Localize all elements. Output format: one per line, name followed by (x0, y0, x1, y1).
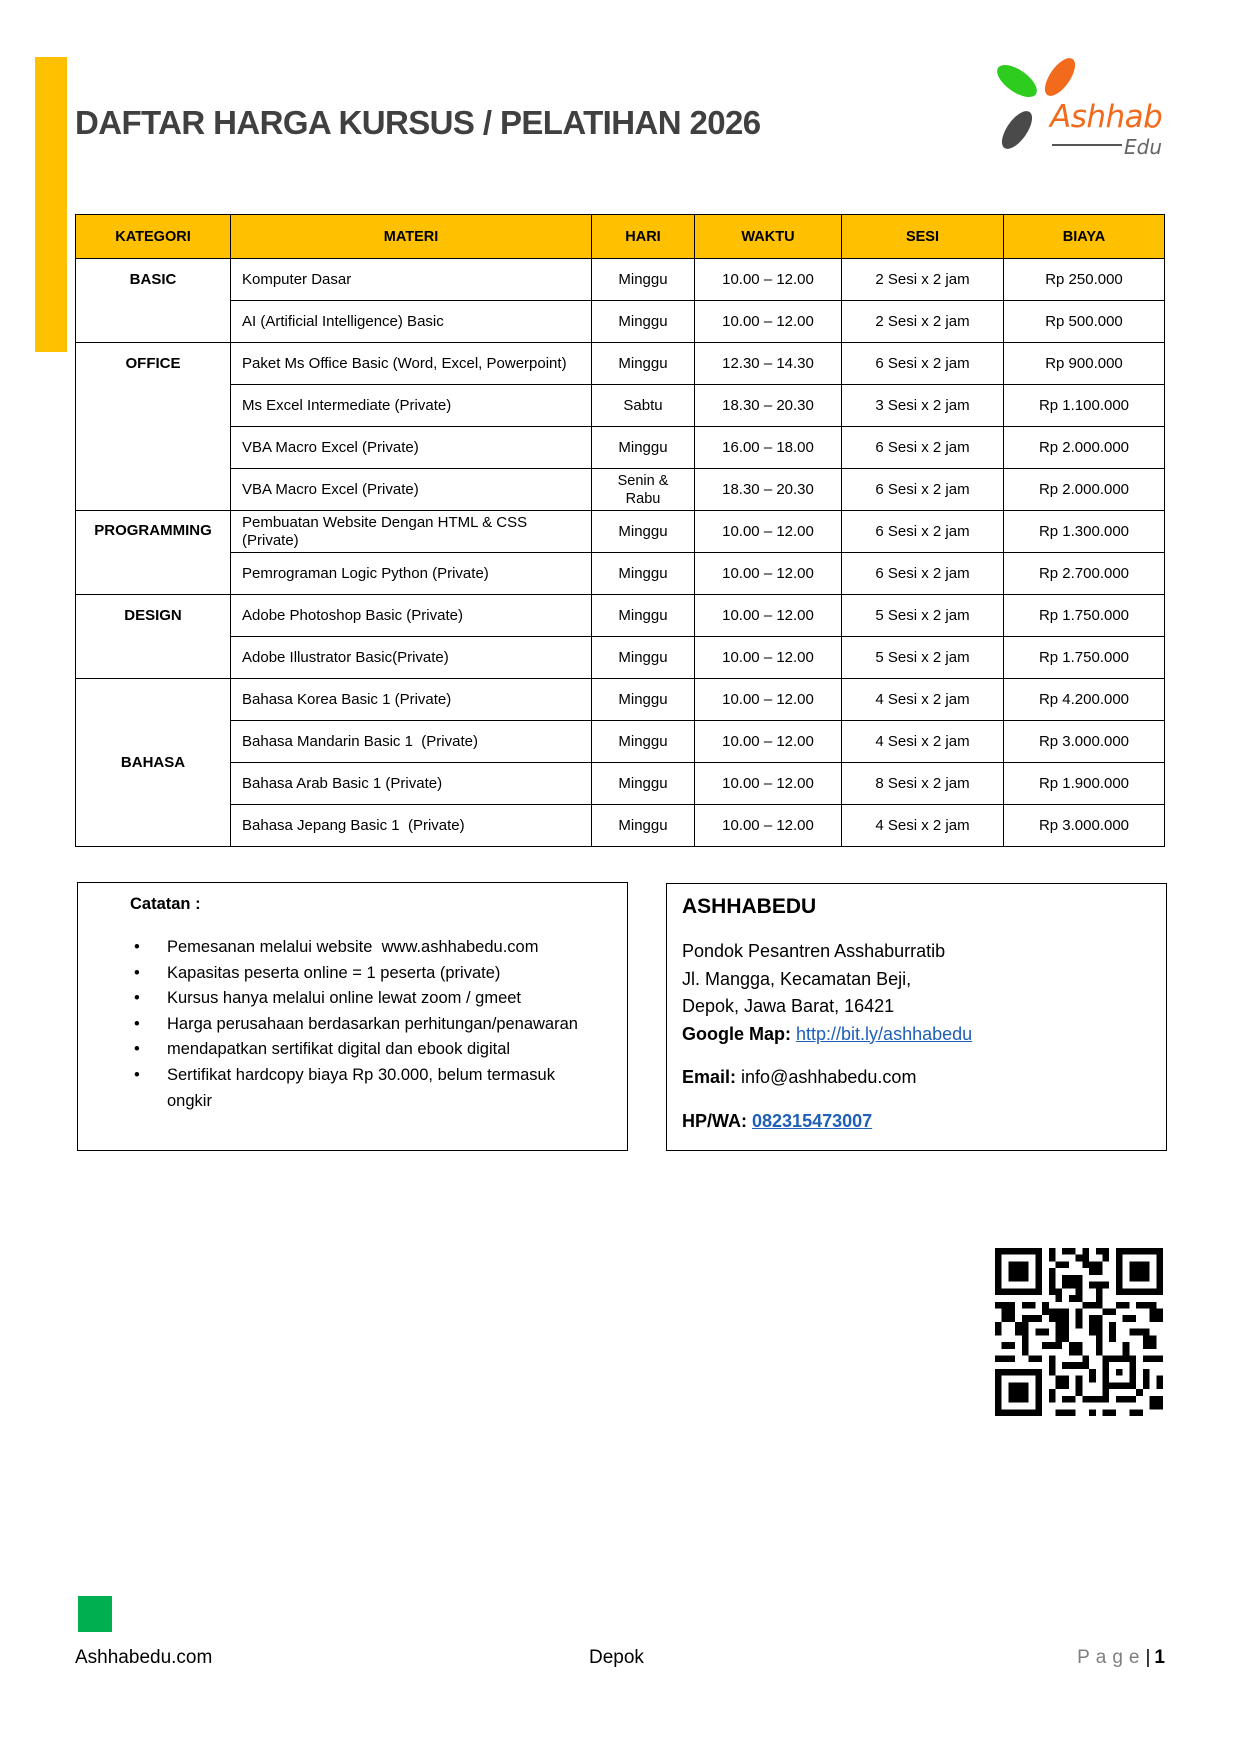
hari-cell: Minggu (592, 763, 695, 805)
column-header-kategori: KATEGORI (76, 215, 231, 259)
note-text: Harga perusahaan berdasarkan perhitungan/penawaran (167, 1014, 578, 1033)
biaya-cell: Rp 2.000.000 (1004, 469, 1165, 511)
hari-cell: Minggu (592, 427, 695, 469)
note-item (130, 961, 610, 987)
note-item (130, 1037, 610, 1063)
footer-page (1077, 1647, 1165, 1669)
waktu-cell: 10.00 – 12.00 (695, 679, 842, 721)
waktu-cell: 18.30 – 20.30 (695, 385, 842, 427)
category-bahasa: BAHASA (76, 679, 231, 847)
sesi-cell: 5 Sesi x 2 jam (842, 637, 1004, 679)
note-item (130, 935, 610, 961)
category-office: OFFICE (76, 343, 231, 511)
waktu-cell: 18.30 – 20.30 (695, 469, 842, 511)
email-label: Email: (682, 1067, 737, 1087)
table-row (76, 637, 1165, 679)
qr-code-icon (995, 1248, 1163, 1416)
materi-cell: Adobe Illustrator Basic(Private) (231, 637, 592, 679)
table-row (76, 595, 1165, 637)
bullet-icon: • (134, 963, 140, 982)
materi-cell: Ms Excel Intermediate (Private) (231, 385, 592, 427)
biaya-cell: Rp 3.000.000 (1004, 805, 1165, 847)
page-number: 1 (1154, 1647, 1165, 1668)
hari-cell: Minggu (592, 595, 695, 637)
sesi-cell: 2 Sesi x 2 jam (842, 301, 1004, 343)
column-header-waktu: WAKTU (695, 215, 842, 259)
biaya-cell: Rp 1.100.000 (1004, 385, 1165, 427)
biaya-cell: Rp 1.750.000 (1004, 595, 1165, 637)
google-map-label: Google Map: (682, 1023, 791, 1044)
note-text: Kapasitas peserta online = 1 peserta (private) (167, 963, 501, 982)
qr-code-graphic (995, 1248, 1163, 1416)
materi-cell: Bahasa Arab Basic 1 (Private) (231, 763, 592, 805)
materi-cell: Komputer Dasar (231, 259, 592, 301)
table-header-row (76, 215, 1165, 259)
contact-box (666, 883, 1167, 1151)
table-row (76, 679, 1165, 721)
sesi-cell: 6 Sesi x 2 jam (842, 511, 1004, 553)
materi-text: Pembuatan Website Dengan HTML & CSS (Private) (242, 513, 528, 549)
waktu-cell: 10.00 – 12.00 (695, 511, 842, 553)
hari-cell: Minggu (592, 259, 695, 301)
materi-cell: Adobe Photoshop Basic (Private) (231, 595, 592, 637)
hari-cell: Minggu (592, 301, 695, 343)
notes-title: Catatan : (130, 895, 201, 913)
notes-box (77, 882, 628, 1151)
waktu-cell: 10.00 – 12.00 (695, 259, 842, 301)
google-map-line (682, 1021, 1152, 1049)
hari-cell: Minggu (592, 511, 695, 553)
bullet-icon: • (134, 938, 140, 956)
note-text: mendapatkan sertifikat digital dan ebook digital (167, 1040, 511, 1059)
category-basic: BASIC (76, 259, 231, 343)
google-map-link[interactable]: http://bit.ly/ashhabedu (796, 1023, 973, 1044)
hari-cell (592, 469, 695, 511)
page-separator: | (1145, 1647, 1151, 1668)
page-label: Page (1077, 1647, 1146, 1668)
phone-line (682, 1108, 1152, 1136)
table-row (76, 259, 1165, 301)
materi-cell: Bahasa Jepang Basic 1 (Private) (231, 805, 592, 847)
table-row (76, 553, 1165, 595)
bullet-icon: • (134, 989, 140, 1008)
materi-cell (231, 511, 592, 553)
waktu-cell: 10.00 – 12.00 (695, 553, 842, 595)
hari-cell: Minggu (592, 553, 695, 595)
sesi-cell: 8 Sesi x 2 jam (842, 763, 1004, 805)
hari-cell: Minggu (592, 637, 695, 679)
waktu-cell: 10.00 – 12.00 (695, 595, 842, 637)
biaya-cell: Rp 2.700.000 (1004, 553, 1165, 595)
hari-cell: Sabtu (592, 385, 695, 427)
sesi-cell: 6 Sesi x 2 jam (842, 427, 1004, 469)
hari-cell: Minggu (592, 721, 695, 763)
waktu-cell: 10.00 – 12.00 (695, 763, 842, 805)
email-line (682, 1064, 1152, 1092)
email-value: info@ashhabedu.com (741, 1067, 917, 1087)
table-row (76, 763, 1165, 805)
category-programming: PROGRAMMING (76, 511, 231, 595)
sesi-cell: 4 Sesi x 2 jam (842, 721, 1004, 763)
bullet-icon: • (134, 1065, 140, 1084)
hari-text: Senin & Rabu (617, 472, 669, 507)
sesi-cell: 2 Sesi x 2 jam (842, 259, 1004, 301)
category-design: DESIGN (76, 595, 231, 679)
biaya-cell: Rp 3.000.000 (1004, 721, 1165, 763)
page-title: DAFTAR HARGA KURSUS / PELATIHAN 2026 (75, 104, 761, 141)
footer-city: Depok (589, 1647, 644, 1668)
waktu-cell: 10.00 – 12.00 (695, 637, 842, 679)
note-text: Kursus hanya melalui online lewat zoom / gmeet (167, 989, 522, 1008)
biaya-cell: Rp 4.200.000 (1004, 679, 1165, 721)
ashhab-edu-logo (990, 55, 1190, 175)
note-text: Pemesanan melalui website www.ashhabedu.com (167, 938, 539, 956)
materi-cell: VBA Macro Excel (Private) (231, 427, 592, 469)
table-row (76, 343, 1165, 385)
phone-link[interactable]: 082315473007 (752, 1110, 873, 1131)
waktu-cell: 16.00 – 18.00 (695, 427, 842, 469)
waktu-cell: 10.00 – 12.00 (695, 721, 842, 763)
biaya-cell: Rp 1.900.000 (1004, 763, 1165, 805)
hari-cell: Minggu (592, 805, 695, 847)
table-row (76, 469, 1165, 511)
note-item (130, 986, 610, 1012)
accent-bar (35, 57, 67, 352)
logo-subtitle: Edu (1124, 135, 1163, 159)
materi-cell: Paket Ms Office Basic (Word, Excel, Powerpoint) (231, 343, 592, 385)
sesi-cell: 4 Sesi x 2 jam (842, 805, 1004, 847)
logo-wordmark: Ashhab (1050, 99, 1163, 135)
address-line-2: Jl. Mangga, Kecamatan Beji, (682, 968, 912, 989)
column-header-materi: MATERI (231, 215, 592, 259)
waktu-cell: 10.00 – 12.00 (695, 805, 842, 847)
biaya-cell: Rp 2.000.000 (1004, 427, 1165, 469)
materi-cell: VBA Macro Excel (Private) (231, 469, 592, 511)
materi-cell: Bahasa Mandarin Basic 1 (Private) (231, 721, 592, 763)
organization-name: ASHHABEDU (682, 895, 817, 918)
materi-cell: AI (Artificial Intelligence) Basic (231, 301, 592, 343)
column-header-biaya: BIAYA (1004, 215, 1165, 259)
table-row (76, 721, 1165, 763)
footer-marker (78, 1596, 112, 1632)
bullet-icon: • (134, 1014, 140, 1033)
bullet-icon: • (134, 1040, 140, 1059)
biaya-cell: Rp 500.000 (1004, 301, 1165, 343)
sesi-cell: 6 Sesi x 2 jam (842, 469, 1004, 511)
materi-cell: Bahasa Korea Basic 1 (Private) (231, 679, 592, 721)
sesi-cell: 6 Sesi x 2 jam (842, 553, 1004, 595)
column-header-sesi: SESI (842, 215, 1004, 259)
logo-underline (1052, 144, 1122, 146)
biaya-cell: Rp 250.000 (1004, 259, 1165, 301)
sesi-cell: 5 Sesi x 2 jam (842, 595, 1004, 637)
column-header-hari: HARI (592, 215, 695, 259)
address-line-3: Depok, Jawa Barat, 16421 (682, 996, 895, 1016)
sesi-cell: 6 Sesi x 2 jam (842, 343, 1004, 385)
note-item (130, 1063, 610, 1114)
waktu-cell: 10.00 – 12.00 (695, 301, 842, 343)
table-row (76, 805, 1165, 847)
materi-cell: Pemrograman Logic Python (Private) (231, 553, 592, 595)
address-line-1: Pondok Pesantren Asshaburratib (682, 941, 946, 961)
phone-label: HP/WA: (682, 1110, 747, 1131)
biaya-cell: Rp 1.750.000 (1004, 637, 1165, 679)
footer-website: Ashhabedu.com (75, 1647, 213, 1668)
table-row (76, 427, 1165, 469)
waktu-cell: 12.30 – 14.30 (695, 343, 842, 385)
hari-cell: Minggu (592, 679, 695, 721)
sesi-cell: 3 Sesi x 2 jam (842, 385, 1004, 427)
biaya-cell: Rp 900.000 (1004, 343, 1165, 385)
table-row (76, 301, 1165, 343)
biaya-cell: Rp 1.300.000 (1004, 511, 1165, 553)
hari-cell: Minggu (592, 343, 695, 385)
note-text: Sertifikat hardcopy biaya Rp 30.000, belum termasuk ongkir (167, 1065, 555, 1110)
note-item (130, 1012, 610, 1038)
price-table (75, 214, 1165, 847)
table-row (76, 385, 1165, 427)
notes-list (130, 935, 610, 1114)
table-row (76, 511, 1165, 553)
sesi-cell: 4 Sesi x 2 jam (842, 679, 1004, 721)
